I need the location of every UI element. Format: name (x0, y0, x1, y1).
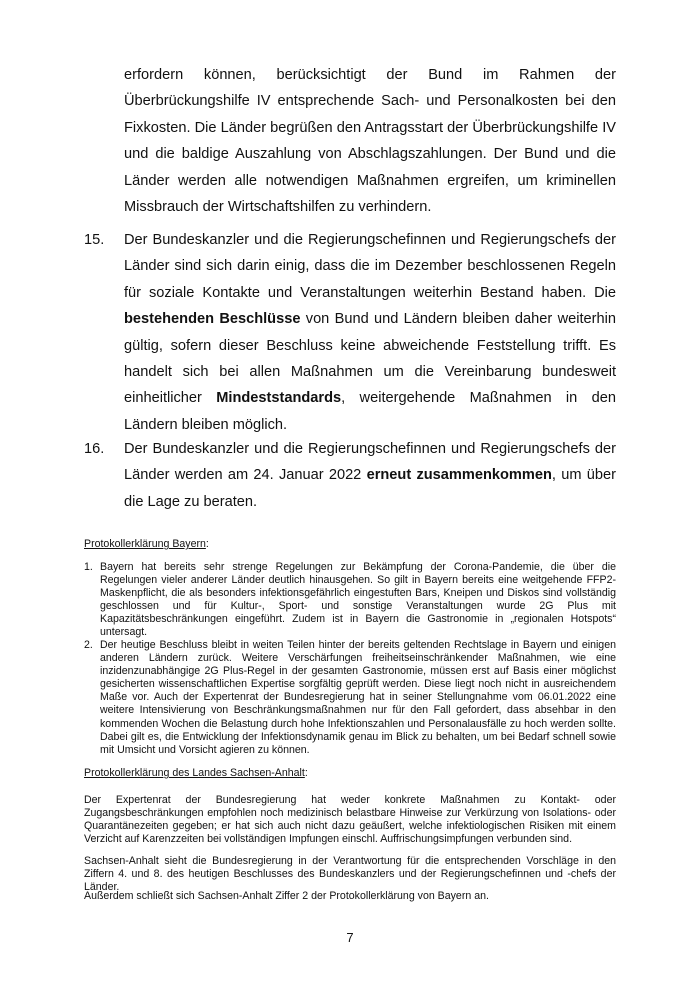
list-item-number: 2. (84, 639, 93, 651)
item-number: 16. (84, 441, 105, 457)
bold-phrase: Mindeststandards (216, 390, 342, 407)
item-body (124, 436, 616, 515)
section-heading-sachsen-anhalt (84, 767, 308, 780)
heading-colon: : (205, 538, 209, 550)
sachsen-anhalt-paragraph-1: Der Expertenrat der Bundesregierung hat weder konkrete Maßnahmen zu Kontakt- oder Zugangsbeschränkungen empfohlen noch medizinisch belastbare Hinweise zur Verkürzung von Isolations- oder Quarantänezeiten gegeben; er hat sich auch nicht dazu geäußert, welche infektiologischen Risiken mit einem Verzicht auf Karenzzeiten bei vollständigen Impfungen einschl. Auffrischungsimpfungen verbunden sind. (84, 794, 616, 846)
section-heading-bayern (84, 538, 209, 551)
list-item (84, 561, 616, 640)
continuation-paragraph: erfordern können, berücksichtigt der Bund im Rahmen der Überbrückungshilfe IV entsprechende Sach- und Personalkosten bei den Fixkosten. Die Länder begrüßen den Antragsstart der Überbrückungshilfe IV und die baldige Auszahlung von Abschlagszahlungen. Der Bund und die Länder werden alle notwendigen Maßnahmen ergreifen, um kriminellen Missbrauch der Wirtschaftshilfen zu verhindern. (124, 67, 616, 216)
sachsen-anhalt-paragraph-3: Außerdem schließt sich Sachsen-Anhalt Ziffer 2 der Protokollerklärung von Bayern an. (84, 890, 489, 902)
item-text: von Bund und Ländern bleiben daher weiterhin gültig, sofern dieser Beschluss keine abweichende Feststellung trifft. Es handelt sich bei allen Maßnahmen um die Vereinbarung bundesweit einheitlicher (124, 311, 616, 407)
bold-phrase: erneut zusammenkommen (366, 467, 552, 484)
item-text: , weitergehende Maßnahmen in den Ländern bleiben möglich. (124, 390, 617, 433)
list-item-text: Bayern hat bereits sehr strenge Regelungen zur Bekämpfung der Corona-Pandemie, die über die Regelungen vieler anderer Länder deutlich hinausgehen. So gilt in Bayern bereits eine weitgehende FFP2-Maskenpflicht, die als besonders infektionsgefährlich eingestuften Bars, Kneipen und Diskos sind vollständig geschlossen und für Kultur-, Sport- und sonstige Veranstaltungen wurde 2G Plus mit Kapazitätsbeschränkungen eingeführt. Zudem ist in Bayern die Gastronomie in „regionalen Hotspots“ untersagt. (100, 561, 616, 639)
sachsen-anhalt-paragraph-2: Sachsen-Anhalt sieht die Bundesregierung in der Verantwortung für die entsprechenden Vorschläge in den Ziffern 4. und 8. des heutigen Beschlusses des Bundeskanzlers und der Regierungschefinnen und -chefs der Länder. (84, 855, 616, 894)
list-item-number: 1. (84, 561, 93, 573)
item-text: Der Bundeskanzler und die Regierungschefinnen und Regierungschefs der Länder werden am 24. Januar 2022 (124, 441, 616, 484)
heading-text: Protokollerklärung des Landes Sachsen-Anhalt (84, 767, 305, 779)
item-body (124, 227, 616, 438)
bold-phrase: bestehenden Beschlüsse (124, 311, 301, 328)
bayern-item-1 (84, 561, 616, 640)
list-item (84, 639, 616, 757)
item-text: , um über die Lage zu beraten. (124, 467, 616, 510)
list-item-text: Der heutige Beschluss bleibt in weiten Teilen hinter der bereits geltenden Rechtslage in Bayern und einigen anderen Ländern zurück. Weitere Verschärfungen freiheitseinschränkender Maßnahmen, wie eine inzidenzunabhängige 2G Plus-Regel in der gesamten Gastronomie, müssen erst auf Basis einer möglichst gesicherten wissenschaftlichen Expertise sorgfältig geprüft werden. Diese liegt noch nicht in ausreichendem Maße vor. Auch der Expertenrat der Bundesregierung hat in seiner Stellungnahme vom 06.01.2022 eine weitere Intensivierung von Beschränkungsmaßnahmen nur für den Fall gefordert, dass absehbar in den kommenden Wochen die Belastung durch hohe Infektionszahlen und Personalausfälle zu hoch werden sollte. Dabei gilt es, die Entwicklung der Infektionsdynamik genau im Blick zu behalten, um bei Bedarf schnell sowie mit Umsicht und Vorsicht agieren zu können. (100, 639, 616, 756)
item-number: 15. (84, 232, 105, 248)
item-text: Der Bundeskanzler und die Regierungschefinnen und Regierungschefs der Länder sind sich darin einig, dass die im Dezember beschlossenen Regeln für soziale Kontakte und Veranstaltungen weiterhin Bestand haben. Die (124, 232, 616, 301)
page-number: 7 (346, 930, 354, 945)
bayern-item-2 (84, 639, 616, 757)
numbered-item-16 (84, 436, 616, 515)
heading-colon: : (304, 767, 308, 779)
numbered-item-15 (84, 227, 616, 438)
heading-text: Protokollerklärung Bayern (84, 538, 206, 550)
